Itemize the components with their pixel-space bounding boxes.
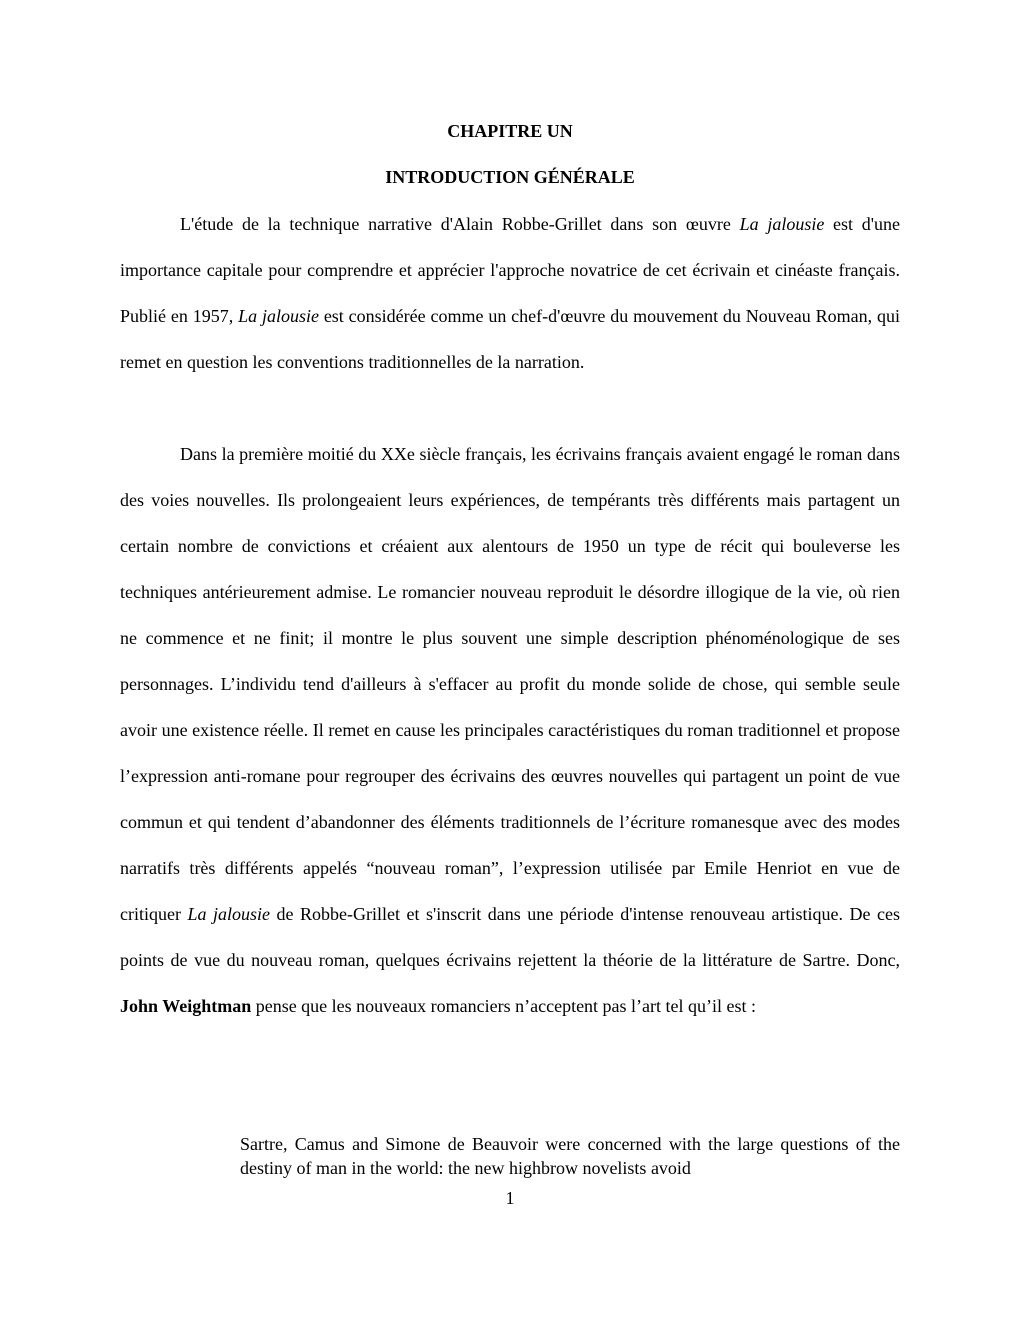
author-name-bold: John Weightman xyxy=(120,996,252,1016)
block-quote xyxy=(240,1132,900,1180)
paragraph-2 xyxy=(120,431,900,1029)
paragraph-2-text-a: Dans la première moitié du XXe siècle français, les écrivains français avaient engagé le roman dans des voies nouvelles. Ils prolongeaient leurs expériences, de tempérants très différents mais partagent un certain nombre de convictions et créaient aux alentours de 1950 un type de récit qui bouleverse les techniques antérieurement admise. Le romancier nouveau reproduit le désordre illogique de la vie, où rien ne commence et ne finit; il montre le plus souvent une simple description phénoménologique de ses personnages. L’individu tend d'ailleurs à s'effacer au profit du monde solide de chose, qui semble seule avoir une existence réelle. Il remet en cause les principales caractéristiques du roman traditionnel et propose l’expression anti-romane pour regrouper des écrivains des œuvres nouvelles qui partagent un point de vue commun et qui tendent d’abandonner des éléments traditionnels de l’écriture romanesque avec des modes narratifs très différents appelés “nouveau roman”, l’expression utilisée par Emile Henriot en vue de critiquer xyxy=(120,444,900,924)
work-title-italic: La jalousie xyxy=(238,306,319,326)
paragraph-1-text-b: est d'une importance capitale pour comprendre et apprécier l'approche novatrice de cet écrivain et cinéaste français. Publié en 1957, xyxy=(120,214,900,326)
page-number: 1 xyxy=(505,1188,515,1208)
work-title-italic: La jalousie xyxy=(739,214,825,234)
work-title-italic: La jalousie xyxy=(187,904,271,924)
paragraph-1 xyxy=(120,201,900,385)
paragraph-1-text-c: est considérée comme un chef-d'œuvre du mouvement du Nouveau Roman, qui remet en question les conventions traditionnelles de la narration. xyxy=(120,306,900,372)
chapter-label: CHAPITRE UN xyxy=(447,121,573,141)
chapter-title: INTRODUCTION GÉNÉRALE xyxy=(385,167,635,187)
block-quote-text: Sartre, Camus and Simone de Beauvoir were concerned with the large questions of the destiny of man in the world: the new highbrow novelists avoid xyxy=(240,1134,900,1178)
paragraph-2-text-c: pense que les nouveaux romanciers n’acceptent pas l’art tel qu’il est : xyxy=(251,996,757,1016)
paragraph-1-text-a: L'étude de la technique narrative d'Alain Robbe-Grillet dans son œuvre xyxy=(180,214,740,234)
paragraph-2-text-b: de Robbe-Grillet et s'inscrit dans une période d'intense renouveau artistique. De ces points de vue du nouveau roman, quelques écrivains rejettent la théorie de la littérature de Sartre. Donc, xyxy=(120,904,900,970)
